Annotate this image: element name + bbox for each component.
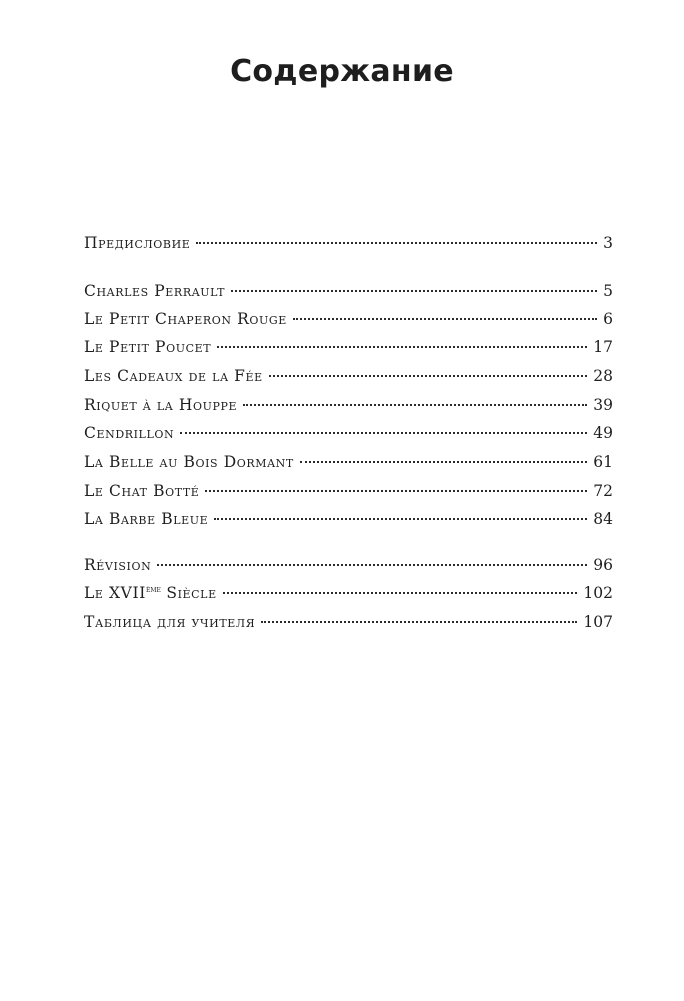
toc-page-number: 49 — [593, 424, 613, 442]
toc-entry-belle-au-bois-dormant[interactable] — [84, 453, 613, 479]
toc-page-number: 28 — [593, 367, 613, 385]
dot-leader — [205, 490, 587, 492]
toc-entry-label: Cendrillon — [84, 424, 175, 442]
toc-page-number: 6 — [603, 310, 613, 328]
toc-entry-cadeaux-de-la-fee[interactable] — [84, 367, 613, 393]
toc-page-number: 107 — [583, 613, 613, 631]
toc-entry-tableau-enseignant[interactable] — [84, 613, 613, 639]
superscript-ordinal: ème — [145, 585, 161, 595]
dot-leader — [180, 432, 587, 434]
dot-leader — [293, 318, 597, 320]
dot-leader — [261, 621, 577, 623]
toc-page-number: 17 — [593, 338, 613, 356]
dot-leader — [196, 242, 597, 244]
toc-entry-label: Le Petit Chaperon Rouge — [84, 310, 287, 328]
toc-entry-petit-chaperon-rouge[interactable] — [84, 310, 613, 336]
toc-entry-label-tail: Siècle — [160, 584, 217, 602]
toc-entry-revision[interactable] — [84, 556, 613, 582]
toc-page-number: 5 — [603, 282, 613, 300]
toc-entry-label: Предисловие — [84, 234, 191, 252]
table-of-contents — [84, 0, 613, 1001]
toc-entry-label: Révision — [84, 556, 152, 574]
toc-entry-label — [84, 584, 217, 602]
dot-leader — [231, 290, 597, 292]
toc-entry-label: La Barbe Bleue — [84, 510, 209, 528]
toc-entry-preface[interactable] — [84, 234, 613, 260]
toc-page-number: 61 — [593, 453, 613, 471]
toc-entry-label: La Belle au Bois Dormant — [84, 453, 294, 471]
dot-leader — [243, 404, 587, 406]
toc-entry-barbe-bleue[interactable] — [84, 510, 613, 536]
dot-leader — [157, 564, 587, 566]
toc-entry-cendrillon[interactable] — [84, 424, 613, 450]
toc-entry-label: Riquet à la Houppe — [84, 396, 238, 414]
toc-page-number: 3 — [603, 234, 613, 252]
toc-entry-petit-poucet[interactable] — [84, 338, 613, 364]
dot-leader — [300, 461, 587, 463]
toc-entry-xviie-siecle[interactable] — [84, 584, 613, 610]
dot-leader — [223, 592, 578, 594]
dot-leader — [269, 375, 587, 377]
toc-entry-label: Charles Perrault — [84, 282, 226, 300]
toc-entry-label-main: Le XVII — [84, 584, 146, 602]
toc-entry-charles-perrault[interactable] — [84, 282, 613, 308]
toc-entry-chat-botte[interactable] — [84, 482, 613, 508]
toc-entry-label: Le Petit Poucet — [84, 338, 212, 356]
toc-entry-riquet-a-la-houppe[interactable] — [84, 396, 613, 422]
toc-page-number: 102 — [583, 584, 613, 602]
toc-entry-label: Les Cadeaux de la Fée — [84, 367, 263, 385]
dot-leader — [217, 346, 587, 348]
toc-page-number: 72 — [593, 482, 613, 500]
toc-page-number: 39 — [593, 396, 613, 414]
toc-entry-label: Le Chat Botté — [84, 482, 200, 500]
toc-page-number: 84 — [593, 510, 613, 528]
toc-page-number: 96 — [593, 556, 613, 574]
page-title: Содержание — [230, 54, 454, 89]
dot-leader — [214, 518, 587, 520]
toc-entry-label: Таблица для учителя — [84, 613, 256, 631]
